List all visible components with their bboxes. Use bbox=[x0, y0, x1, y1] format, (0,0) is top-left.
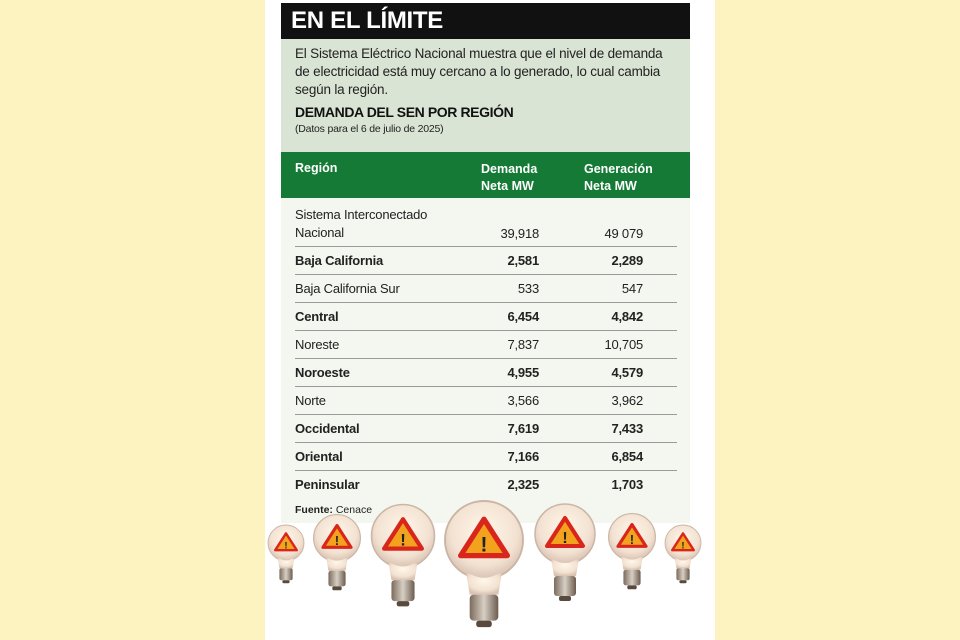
table-subtitle: (Datos para el 6 de julio de 2025) bbox=[295, 123, 444, 135]
row-region: Noroeste bbox=[295, 365, 350, 380]
table-row bbox=[295, 303, 677, 331]
row-demand: 533 bbox=[517, 281, 539, 296]
lightbulbs-illustration bbox=[265, 490, 715, 640]
row-demand: 6,454 bbox=[507, 309, 539, 324]
row-demand: 2,581 bbox=[507, 253, 539, 268]
source-label: Fuente: bbox=[295, 504, 333, 516]
table-body bbox=[281, 198, 690, 523]
lightbulb-warning-icon bbox=[609, 514, 656, 590]
svg-text:!: ! bbox=[400, 530, 406, 550]
lightbulb-warning-icon bbox=[665, 525, 701, 583]
intro-text: El Sistema Eléctrico Nacional muestra que el nivel de demanda de electricidad está muy cercano a lo generado, lo cual cambia según la región. bbox=[295, 46, 663, 97]
row-region: Baja California Sur bbox=[295, 281, 400, 296]
infographic-card bbox=[265, 0, 715, 640]
row-generation: 4,842 bbox=[611, 309, 643, 324]
row-region: Noreste bbox=[295, 337, 340, 352]
row-demand: 7,837 bbox=[507, 337, 539, 352]
row-generation: 1,703 bbox=[611, 477, 643, 492]
table-row bbox=[295, 275, 677, 303]
table-header bbox=[281, 152, 690, 198]
table-title: DEMANDA DEL SEN POR REGIÓN bbox=[295, 104, 514, 120]
table-row bbox=[295, 359, 677, 387]
row-demand: 7,166 bbox=[507, 449, 539, 464]
table-row bbox=[295, 204, 677, 247]
row-generation: 6,854 bbox=[611, 449, 643, 464]
row-demand: 2,325 bbox=[507, 477, 539, 492]
row-generation: 3,962 bbox=[611, 393, 643, 408]
table-row bbox=[295, 415, 677, 443]
row-demand: 7,619 bbox=[507, 421, 539, 436]
table-row bbox=[295, 387, 677, 415]
svg-text:!: ! bbox=[681, 540, 685, 552]
lightbulb-warning-icon bbox=[268, 525, 304, 583]
row-region bbox=[295, 206, 427, 242]
header-demand bbox=[481, 161, 537, 195]
row-demand: 3,566 bbox=[507, 393, 539, 408]
svg-text:!: ! bbox=[334, 534, 340, 549]
lightbulb-warning-icon bbox=[372, 505, 435, 607]
header-demand-line2: Neta MW bbox=[481, 179, 534, 193]
row-region: Oriental bbox=[295, 449, 343, 464]
row-demand: 39,918 bbox=[500, 226, 539, 241]
svg-text:!: ! bbox=[629, 533, 635, 548]
row-demand: 4,955 bbox=[507, 365, 539, 380]
row-region: Central bbox=[295, 309, 339, 324]
row-generation: 4,579 bbox=[611, 365, 643, 380]
source-value: Cenace bbox=[335, 504, 373, 516]
row-generation: 10,705 bbox=[604, 337, 643, 352]
row-generation: 2,289 bbox=[611, 253, 643, 268]
row-region: Peninsular bbox=[295, 477, 360, 492]
page-title: EN EL LÍMITE bbox=[281, 3, 690, 39]
lightbulb-warning-icon bbox=[314, 515, 361, 591]
header-generation bbox=[584, 161, 653, 195]
lightbulb-warning-icon bbox=[535, 504, 595, 601]
table-row bbox=[295, 247, 677, 275]
table-row bbox=[295, 443, 677, 471]
row-generation: 7,433 bbox=[611, 421, 643, 436]
header-generation-line1: Generación bbox=[584, 162, 653, 176]
svg-text:!: ! bbox=[284, 540, 288, 552]
row-region: Norte bbox=[295, 393, 326, 408]
row-generation: 49 079 bbox=[604, 226, 643, 241]
lightbulb-warning-icon bbox=[445, 501, 523, 627]
row-generation: 547 bbox=[621, 281, 643, 296]
intro-panel bbox=[281, 39, 690, 152]
header-demand-line1: Demanda bbox=[481, 162, 538, 176]
svg-text:!: ! bbox=[480, 533, 488, 557]
row-region-line1: Sistema Interconectado bbox=[295, 207, 428, 222]
header-region: Región bbox=[295, 161, 338, 175]
table-row bbox=[295, 331, 677, 359]
svg-text:!: ! bbox=[562, 530, 568, 547]
row-region: Baja California bbox=[295, 253, 384, 268]
row-region-line2: Nacional bbox=[295, 225, 344, 240]
row-region: Occidental bbox=[295, 421, 360, 436]
header-generation-line2: Neta MW bbox=[584, 179, 637, 193]
